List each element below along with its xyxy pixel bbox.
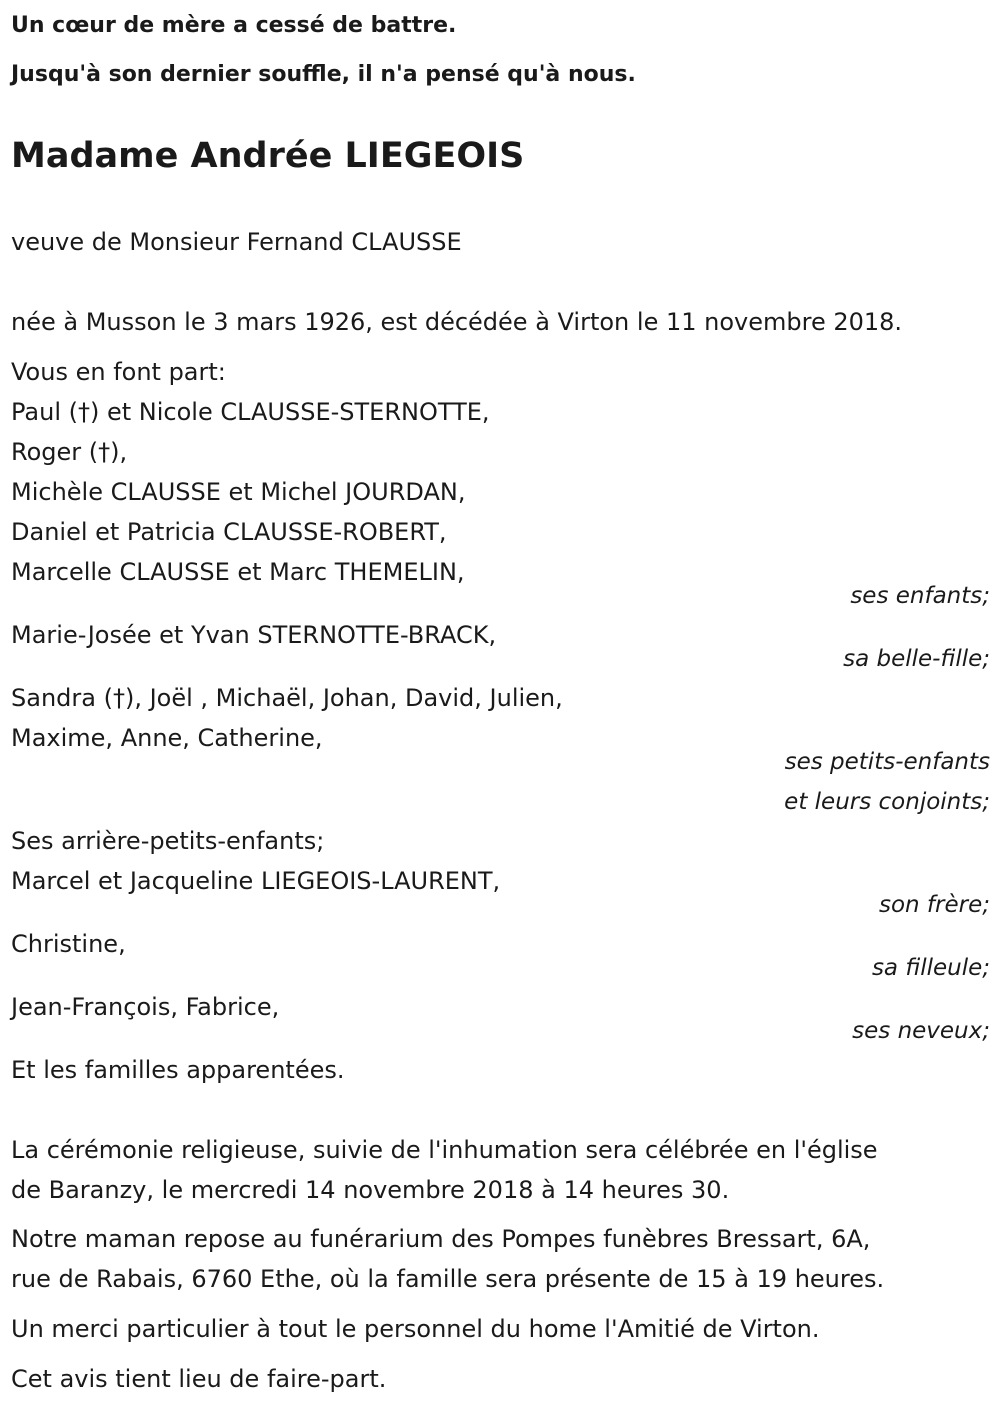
children-role: ses enfants; [850,583,990,609]
child-5: Marcelle CLAUSSE et Marc THEMELIN, [11,558,465,586]
related-families: Et les familles apparentées. [11,1056,345,1084]
grandchildren-role-2: et leurs conjoints; [784,789,990,815]
epigraph-line-2: Jusqu'à son dernier souffle, il n'a pensé qu'à nous. [11,62,636,87]
funerarium-line-2: rue de Rabais, 6760 Ethe, où la famille sera présente de 15 à 19 heures. [11,1265,885,1293]
nephews-role: ses neveux; [852,1018,990,1044]
child-2: Roger (†), [11,438,128,466]
birth-death: née à Musson le 3 mars 1926, est décédée à Virton le 11 novembre 2018. [11,308,903,336]
thanks: Un merci particulier à tout le personnel du home l'Amitié de Virton. [11,1315,820,1343]
closing: Cet avis tient lieu de faire-part. [11,1365,387,1393]
ceremony-line-2: de Baranzy, le mercredi 14 novembre 2018 à 14 heures 30. [11,1176,730,1204]
brother-role: son frère; [878,892,990,918]
grandchildren-role-1: ses petits-enfants [784,749,990,775]
family-intro: Vous en font part: [11,358,226,386]
goddaughter: Christine, [11,930,126,958]
brother: Marcel et Jacqueline LIEGEOIS-LAURENT, [11,867,501,895]
daughter-in-law-role: sa belle-fille; [843,646,990,672]
grandchildren-line-2: Maxime, Anne, Catherine, [11,724,323,752]
child-4: Daniel et Patricia CLAUSSE-ROBERT, [11,518,447,546]
widow-of: veuve de Monsieur Fernand CLAUSSE [11,228,462,256]
epigraph-line-1: Un cœur de mère a cessé de battre. [11,13,457,38]
child-3: Michèle CLAUSSE et Michel JOURDAN, [11,478,466,506]
daughter-in-law: Marie-Josée et Yvan STERNOTTE-BRACK, [11,621,497,649]
funerarium-line-1: Notre maman repose au funérarium des Pompes funèbres Bressart, 6A, [11,1225,871,1253]
great-grandchildren: Ses arrière-petits-enfants; [11,827,325,855]
ceremony-line-1: La cérémonie religieuse, suivie de l'inhumation sera célébrée en l'église [11,1136,878,1164]
goddaughter-role: sa filleule; [871,955,990,981]
nephews: Jean-François, Fabrice, [11,993,280,1021]
deceased-name: Madame Andrée LIEGEOIS [11,136,525,176]
child-1: Paul (†) et Nicole CLAUSSE-STERNOTTE, [11,398,490,426]
grandchildren-line-1: Sandra (†), Joël , Michaël, Johan, David, Julien, [11,684,563,712]
